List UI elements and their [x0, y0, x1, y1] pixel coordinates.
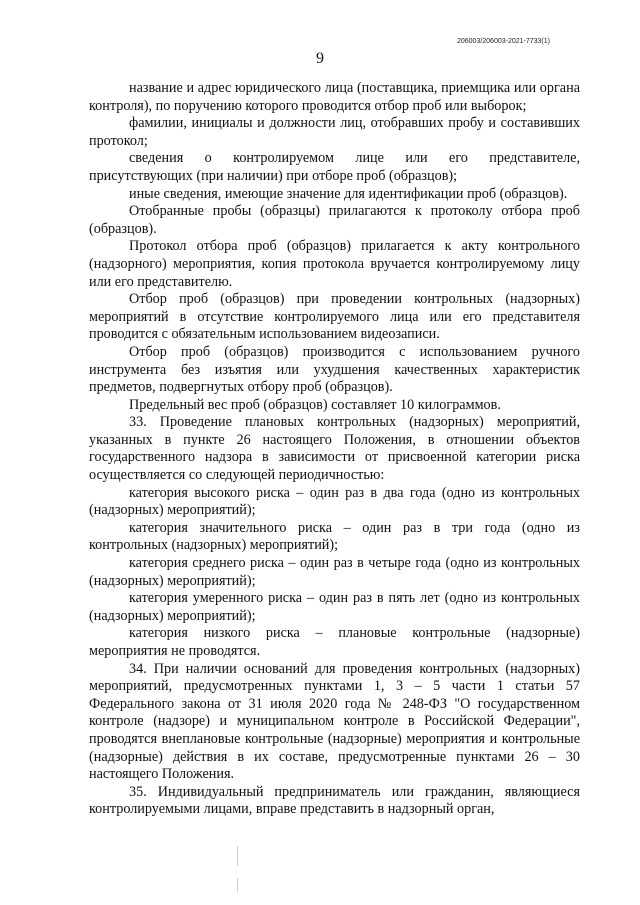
page-number: 9: [316, 50, 324, 67]
list-item-risk-high: категория высокого риска – один раз в два года (одно из контрольных (надзорных) мероприятий);: [89, 484, 580, 519]
paragraph-samples-attached: Отобранные пробы (образцы) прилагаются к протоколу отбора проб (образцов).: [89, 203, 580, 237]
paragraph-other-info: иные сведения, имеющие значение для идентификации проб (образцов).: [129, 185, 568, 202]
scan-artifact-line: [237, 878, 238, 892]
paragraph-section-35: 35. Индивидуальный предприниматель или гражданин, являющиеся контролируемыми лицами, вправе представить в надзорный орган,: [89, 783, 580, 818]
list-item-risk-medium: категория среднего риска – один раз в четыре года (одно из контрольных (надзорных) мероприятий);: [89, 555, 580, 589]
paragraph-section-34: 34. При наличии оснований для проведения контрольных (надзорных) мероприятий, предусмотренных пунктами 1, 3 – 5 части 1 статьи 57 Федерального закона от 31 июля 2020 года № 248-ФЗ "О государственном контроле (надзоре) и муниципальном контроле в Российской Федерации", проводятся внеплановые контрольные (надзорные) мероприятия и контрольные (надзорные) действия в их составе, предусмотренные пунктами 26 – 30 настоящего Положения.: [89, 660, 580, 783]
document-body: [89, 80, 580, 819]
paragraph-sampler-names: фамилии, инициалы и должности лиц, отобравших пробу и составивших протокол;: [89, 115, 580, 149]
scan-artifact-line: [237, 846, 238, 866]
paragraph-manual-tool: Отбор проб (образцов) производится с использованием ручного инструмента без изъятия или ухудшения качественных характеристик предметов, подвергнутых отбору проб (образцов).: [89, 343, 580, 396]
paragraph-video-recording: Отбор проб (образцов) при проведении контрольных (надзорных) мероприятий в отсутствие контролируемого лица или его представителя проводится с обязательным использованием видеозаписи.: [89, 291, 580, 343]
document-id: 206003/206003-2021-7733(1): [456, 38, 550, 45]
paragraph-legal-entity: название и адрес юридического лица (поставщика, приемщика или органа контроля), по поручению которого проводится отбор проб или выборок;: [89, 80, 580, 114]
paragraph-protocol-attached: Протокол отбора проб (образцов) прилагается к акту контрольного (надзорного) мероприятия, копия протокола вручается контролируемому лицу или его представителю.: [89, 238, 580, 290]
paragraph-controlled-person-info: сведения о контролируемом лице или его представителе, присутствующих (при наличии) при отборе проб (образцов);: [89, 150, 580, 184]
list-item-risk-significant: категория значительного риска – один раз в три года (одно из контрольных (надзорных) мероприятий);: [89, 519, 580, 554]
list-item-risk-low: категория низкого риска – плановые контрольные (надзорные) мероприятия не проводятся.: [89, 625, 580, 659]
paragraph-section-33: 33. Проведение плановых контрольных (надзорных) мероприятий, указанных в пункте 26 настоящего Положения, в отношении объектов государственного надзора в зависимости от присвоенной категории риска осуществляется со следующей периодичностью:: [89, 414, 580, 484]
list-item-risk-moderate: категория умеренного риска – один раз в пять лет (одно из контрольных (надзорных) мероприятий);: [89, 590, 580, 624]
paragraph-max-weight: Предельный вес проб (образцов) составляет 10 килограммов.: [129, 396, 501, 413]
